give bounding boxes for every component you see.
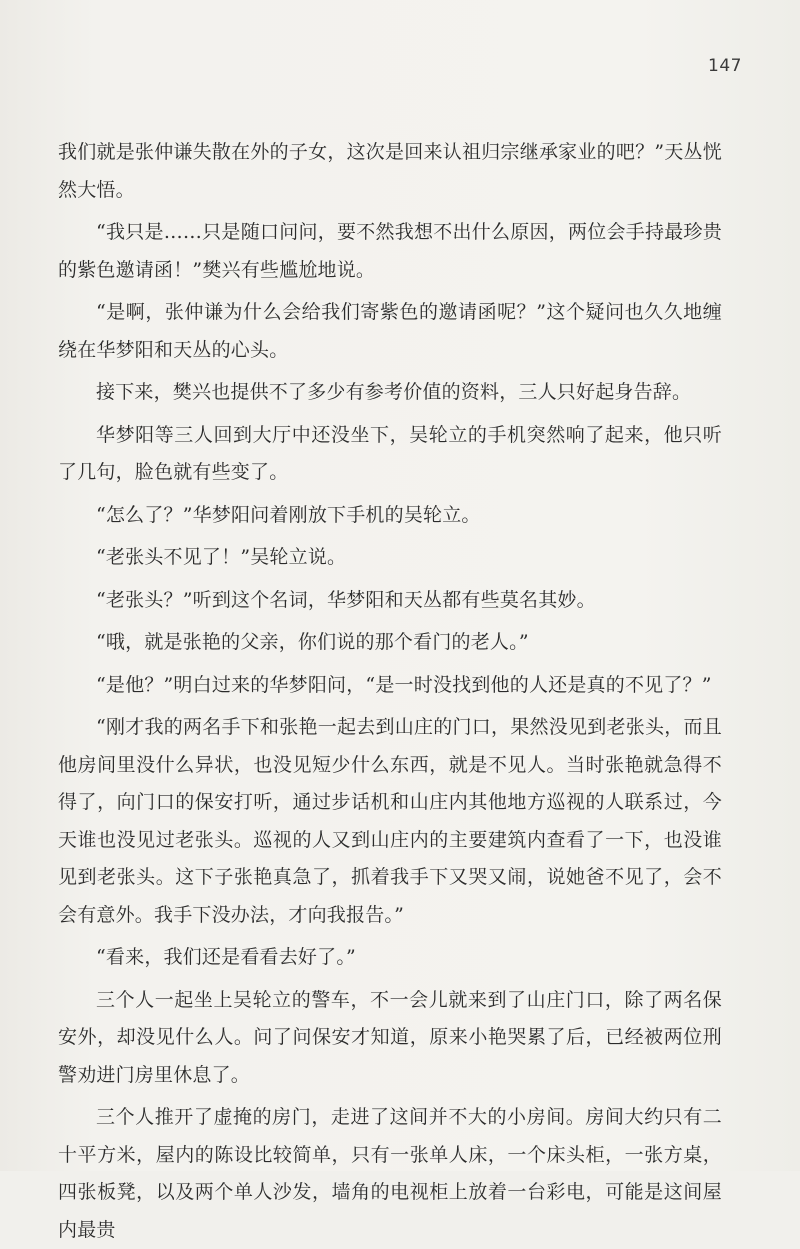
paragraph: 三个人一起坐上吴轮立的警车，不一会儿就来到了山庄门口，除了两名保安外，却没见什么人。问了问保安才知道，原来小艳哭累了后，已经被两位刑警劝进门房里休息了。 [58,988,722,1086]
paragraph: “老张头？”听到这个名词，华梦阳和天丛都有些莫名其妙。 [96,588,596,611]
paragraph: 三个人推开了虚掩的房门，走进了这间并不大的小房间。房间大约只有二十平方米，屋内的陈设比较简单，只有一张单人床，一个床头柜，一张方桌，四张板凳，以及两个单人沙发，墙角的电视柜上放着一台彩电，可能是这间屋内最贵 [58,1106,722,1241]
paragraph: “是他？”明白过来的华梦阳问，“是一时没找到他的人还是真的不见了？” [96,673,712,696]
paragraph: 我们就是张仲谦失散在外的子女，这次是回来认祖归宗继承家业的吧？”天丛恍然大悟。 [58,141,722,201]
paragraph: “哦，就是张艳的父亲，你们说的那个看门的老人。” [96,631,529,653]
paragraph: “是啊，张仲谦为什么会给我们寄紫色的邀请函呢？”这个疑问也久久地缠绕在华梦阳和天丛的心头。 [58,301,722,361]
paragraph: “看来，我们还是看看去好了。” [96,946,356,968]
paragraph: “怎么了？”华梦阳问着刚放下手机的吴轮立。 [96,503,481,526]
body-text [58,134,722,1249]
paragraph: 接下来，樊兴也提供不了多少有参考价值的资料，三人只好起身告辞。 [96,381,692,403]
page-number: 147 [708,56,742,76]
paragraph: “我只是……只是随口问问，要不然我想不出什么原因，两位会手持最珍贵的紫色邀请函！”樊兴有些尴尬地说。 [58,221,722,281]
paragraph: “老张头不见了！”吴轮立说。 [96,546,347,568]
paragraph: 华梦阳等三人回到大厅中还没坐下，吴轮立的手机突然响了起来，他只听了几句，脸色就有些变了。 [58,423,722,483]
paragraph: “刚才我的两名手下和张艳一起去到山庄的门口，果然没见到老张头，而且他房间里没什么异状，也没见短少什么东西，就是不见人。当时张艳就急得不得了，向门口的保安打听，通过步话机和山庄内其他地方巡视的人联系过，今天谁也没见过老张头。巡视的人又到山庄内的主要建筑内查看了一下，也没谁见到老张头。这下子张艳真急了，抓着我手下又哭又闹，说她爸不见了，会不会有意外。我手下没办法，才向我报告。” [58,716,722,926]
